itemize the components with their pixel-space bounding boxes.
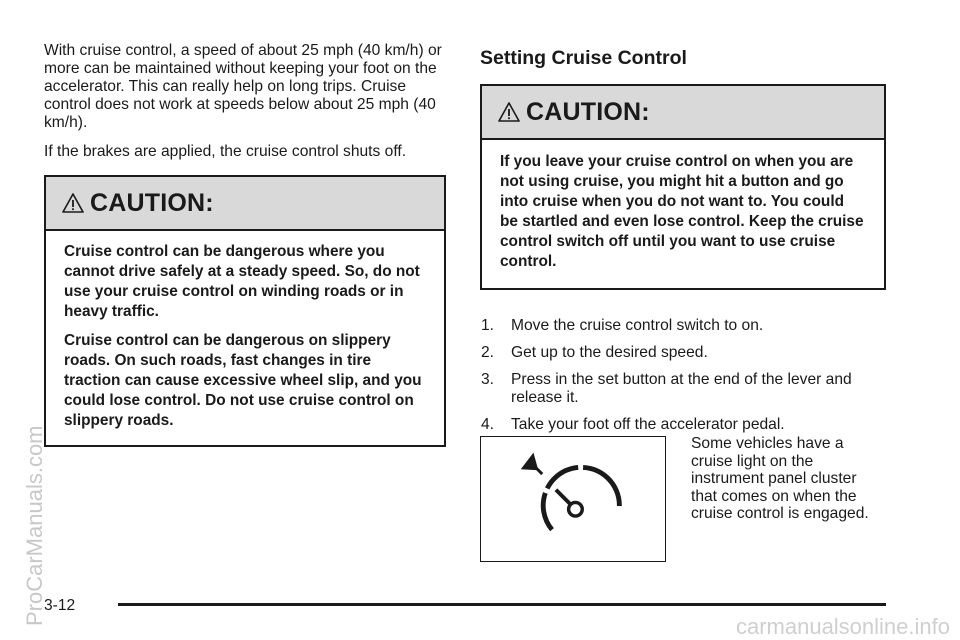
page-number: 3-12 [44, 597, 76, 614]
step-number: 2. [481, 344, 495, 361]
caution-paragraph: Cruise control can be dangerous on slippery roads. On such roads, fast changes in tire traction can cause excessive wheel slip, and you could lose control. Do not use cruise control on slippery roads. [64, 332, 422, 429]
footer-divider [118, 603, 886, 606]
caution-body [46, 231, 444, 445]
list-item [480, 344, 886, 362]
caution-box-left [44, 175, 446, 447]
bottom-watermark: carmanualsonline.info [735, 614, 950, 639]
list-item [480, 416, 886, 434]
list-item [480, 317, 886, 335]
step-text: Take your foot off the accelerator pedal. [511, 416, 785, 433]
caution-box-right [480, 84, 886, 290]
caution-paragraph: If you leave your cruise control on when you are not using cruise, you might hit a button and go into cruise when you do not want to. You could be startled and even lose control. Keep the cruise control switch off until you want to use cruise control. [500, 153, 864, 270]
step-text: Get up to the desired speed. [511, 344, 708, 361]
list-item [480, 371, 886, 407]
caution-body [482, 140, 884, 288]
cruise-indicator-section [480, 436, 886, 566]
caution-paragraph: Cruise control can be dangerous where you cannot drive safely at a steady speed. So, do not use your cruise control on winding roads or in heavy traffic. [64, 243, 420, 320]
warning-triangle-icon [498, 101, 520, 123]
cruise-light-description: Some vehicles have a cruise light on the instrument panel cluster that comes on when the cruise control is engaged. [691, 435, 869, 523]
step-text: Move the cruise control switch to on. [511, 317, 764, 334]
step-text: Press in the set button at the end of the lever and release it. [511, 371, 852, 406]
right-column [480, 42, 886, 523]
cruise-control-speedometer-icon [481, 437, 664, 560]
step-number: 4. [481, 416, 495, 433]
caution-header [482, 86, 884, 140]
steps-list [480, 317, 886, 434]
indicator-figure [480, 436, 666, 562]
left-column [44, 42, 446, 447]
caution-title: CAUTION: [526, 97, 650, 126]
caution-title: CAUTION: [90, 188, 214, 217]
warning-triangle-icon [62, 192, 84, 214]
step-number: 1. [481, 317, 495, 334]
step-number: 3. [481, 371, 495, 388]
brakes-note: If the brakes are applied, the cruise control shuts off. [44, 143, 407, 160]
intro-paragraph: With cruise control, a speed of about 25 mph (40 km/h) or more can be maintained without keeping your foot on the accelerator. This can really help on long trips. Cruise control does not work at speeds below about 25 mph (40 km/h). [44, 42, 442, 131]
caution-header [46, 177, 444, 231]
section-heading: Setting Cruise Control [480, 47, 687, 69]
side-watermark: ProCarManuals.com [22, 425, 47, 626]
